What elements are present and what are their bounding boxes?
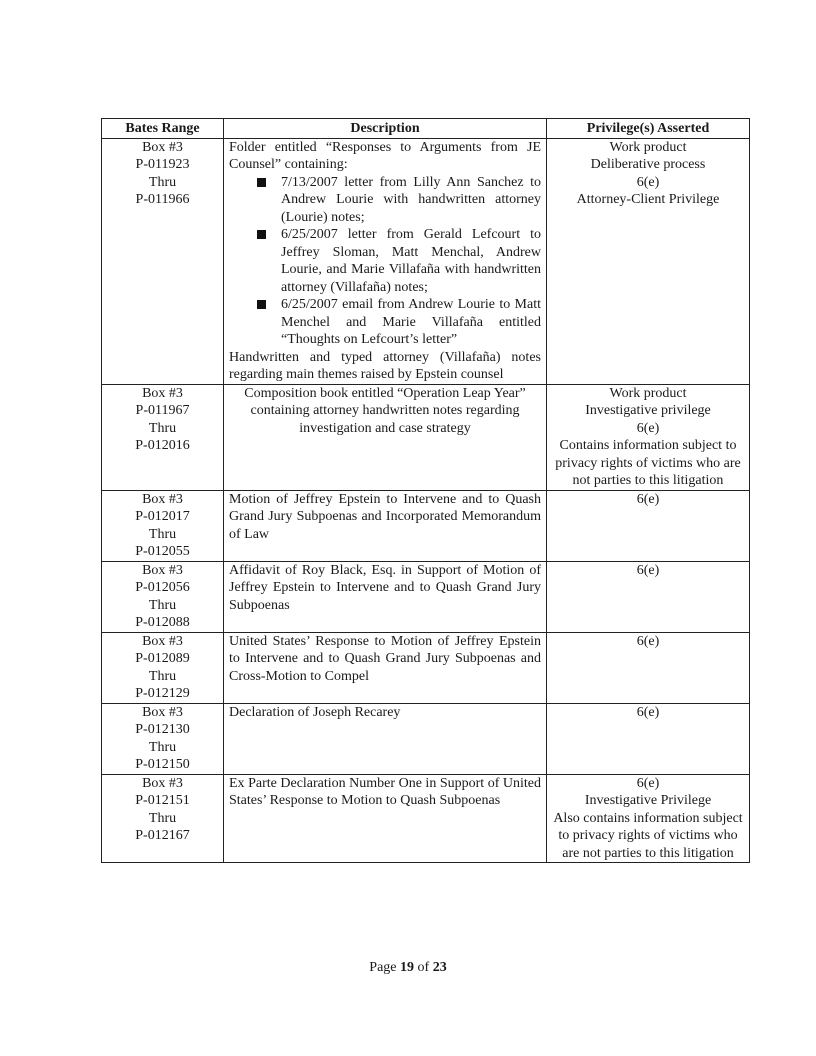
bates-thru: Thru: [148, 174, 177, 190]
table-row: [102, 774, 750, 863]
description-cell: [224, 561, 547, 632]
bates-box: Box #3: [142, 562, 183, 578]
description-text: Declaration of Joseph Recarey: [229, 704, 401, 720]
page-footer: [0, 960, 816, 976]
bates-box: Box #3: [142, 775, 183, 791]
bates-thru: Thru: [148, 810, 177, 826]
description-cell: [224, 490, 547, 561]
bates-end: P-011966: [135, 192, 190, 207]
header-bates-range: Bates Range: [102, 119, 224, 139]
description-text: United States’ Response to Motion of Jeffrey Epstein to Intervene and to Quash Grand Jury Subpoenas and Cross-Motion to Compel: [229, 633, 541, 684]
bates-start: P-012130: [135, 722, 190, 737]
header-privileges-asserted: Privilege(s) Asserted: [547, 119, 750, 139]
list-item: 6/25/2007 email from Andrew Lourie to Matt Menchel and Marie Villafaña entitled “Thoughts on Lefcourt’s letter”: [229, 296, 541, 349]
of-label: of: [417, 960, 430, 975]
privilege-entry: 6(e): [636, 174, 660, 190]
privilege-entry: 6(e): [636, 775, 660, 791]
privilege-entry: 6(e): [636, 562, 660, 578]
privilege-entry: 6(e): [636, 633, 660, 649]
privilege-entry: Work product: [609, 385, 687, 401]
bates-thru: Thru: [148, 739, 177, 755]
privilege-entry: 6(e): [636, 704, 660, 720]
bates-box: Box #3: [142, 633, 183, 649]
bates-start: P-012017: [135, 509, 190, 524]
square-bullet-icon: [257, 300, 266, 309]
description-outro: Handwritten and typed attorney (Villafaña) notes regarding main themes raised by Epstein counsel: [229, 349, 541, 382]
privileges-cell: [547, 490, 750, 561]
table-row: [102, 632, 750, 703]
page-number: 19: [400, 960, 415, 975]
privilege-entry: 6(e): [636, 420, 660, 436]
bates-start: P-011923: [135, 157, 190, 172]
table-row: [102, 490, 750, 561]
table-row: [102, 561, 750, 632]
table-header-row: [102, 119, 750, 139]
privilege-entry: Deliberative process: [590, 157, 706, 172]
privileges-cell: [547, 774, 750, 863]
privilege-entry: Investigative privilege: [585, 403, 711, 418]
privilege-entry: Also contains information subject to privacy rights of victims who are not parties to this litigation: [553, 810, 743, 861]
bates-thru: Thru: [148, 597, 177, 613]
privilege-entry: Contains information subject to privacy rights of victims who are not parties to this litigation: [555, 438, 741, 488]
bates-start: P-012056: [135, 580, 190, 595]
bates-thru: Thru: [148, 526, 177, 542]
privileges-cell: [547, 703, 750, 774]
privilege-entry: Investigative Privilege: [584, 793, 712, 808]
square-bullet-icon: [257, 178, 266, 187]
bates-thru: Thru: [148, 420, 177, 436]
list-item: 7/13/2007 letter from Lilly Ann Sanchez to Andrew Lourie with handwritten attorney (Lourie) notes;: [229, 174, 541, 227]
privilege-entry: 6(e): [636, 491, 660, 507]
description-text: Ex Parte Declaration Number One in Support of United States’ Response to Motion to Quash Subpoenas: [229, 775, 541, 808]
description-cell: [224, 703, 547, 774]
bates-start: P-012151: [135, 793, 190, 808]
square-bullet-icon: [257, 230, 266, 239]
page-label: Page: [369, 960, 397, 975]
description-text: Composition book entitled “Operation Leap Year” containing attorney handwritten notes regarding investigation and case strategy: [244, 385, 526, 436]
bates-thru: Thru: [148, 668, 177, 684]
bates-end: P-012150: [135, 757, 190, 772]
bates-end: P-012016: [135, 438, 190, 453]
privilege-log-table: [101, 118, 750, 863]
bates-box: Box #3: [142, 704, 183, 720]
bates-end: P-012055: [135, 544, 190, 559]
bates-range-cell: [102, 774, 224, 863]
bates-range-cell: [102, 138, 224, 384]
privileges-cell: [547, 561, 750, 632]
list-item: 6/25/2007 letter from Gerald Lefcourt to Jeffrey Sloman, Matt Menchal, Andrew Lourie, and Marie Villafaña with handwritten attorney (Villafaña) notes;: [229, 226, 541, 296]
table-row: [102, 138, 750, 384]
bates-box: Box #3: [142, 491, 183, 507]
bates-end: P-012129: [135, 686, 190, 701]
description-cell: [224, 138, 547, 384]
bates-start: P-012089: [135, 651, 190, 666]
bates-range-cell: [102, 703, 224, 774]
privileges-cell: [547, 138, 750, 384]
bates-box: Box #3: [142, 139, 183, 155]
bates-range-cell: [102, 561, 224, 632]
description-text: Motion of Jeffrey Epstein to Intervene and to Quash Grand Jury Subpoenas and Incorporated Memorandum of Law: [229, 491, 541, 542]
description-text: Affidavit of Roy Black, Esq. in Support of Motion of Jeffrey Epstein to Intervene and to Quash Grand Jury Subpoenas: [229, 562, 541, 613]
table-row: [102, 703, 750, 774]
bates-range-cell: [102, 490, 224, 561]
privilege-entry: Attorney-Client Privilege: [576, 192, 720, 207]
bates-range-cell: [102, 384, 224, 490]
description-item-list: [229, 174, 541, 349]
bates-range-cell: [102, 632, 224, 703]
page-total: 23: [432, 960, 447, 975]
privilege-entry: Work product: [609, 139, 687, 155]
bates-box: Box #3: [142, 385, 183, 401]
bates-start: P-011967: [135, 403, 190, 418]
header-description: Description: [224, 119, 547, 139]
description-cell: [224, 632, 547, 703]
table-row: [102, 384, 750, 490]
privileges-cell: [547, 632, 750, 703]
bates-end: P-012088: [135, 615, 190, 630]
bates-end: P-012167: [135, 828, 190, 843]
description-cell: [224, 774, 547, 863]
privileges-cell: [547, 384, 750, 490]
description-cell: [224, 384, 547, 490]
description-intro: Folder entitled “Responses to Arguments from JE Counsel” containing:: [229, 139, 541, 172]
